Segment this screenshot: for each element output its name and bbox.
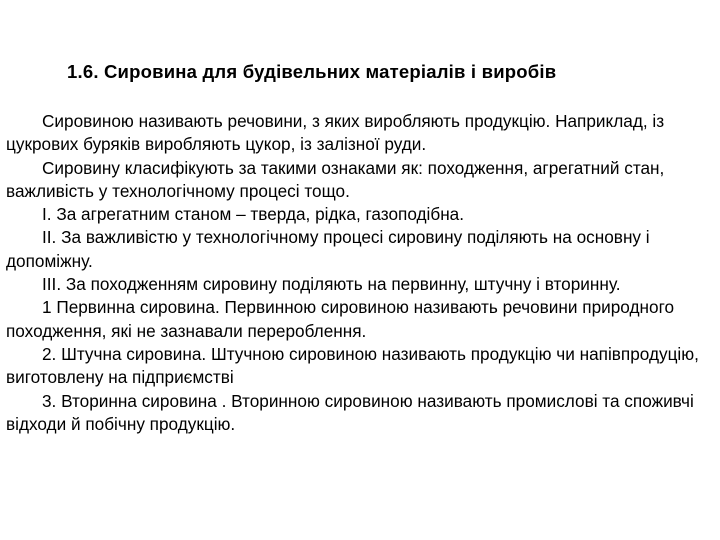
paragraph-artificial-raw: 2. Штучна сировина. Штучною сировиною називають продукцію чи напівпродуцію, виготовлену на підприємстві (6, 343, 699, 388)
slide-title: 1.6. Сировина для будівельних матеріалів і виробів (67, 61, 557, 82)
paragraph-primary-raw: 1 Первинна сировина. Первинною сировиною називають речовини природного походження, які не зазнавали перероблення. (6, 297, 675, 341)
slide-body (6, 110, 718, 436)
paragraph-definition: Сировиною називають речовини, з яких виробляють продукцію. Наприклад, із цукрових буряків виробляють цукор, із залізної руди. (6, 111, 665, 155)
paragraph-secondary-raw: 3. Вторинна сировина . Вторинною сировиною називають промислові та споживчі відходи й побічну продукцію. (6, 390, 694, 434)
paragraph-origin: III. За походженням сировину поділяють на первинну, штучну і вторинну. (42, 274, 621, 295)
paragraph-aggregate-state: I. За агрегатним станом – тверда, рідка, газоподібна. (42, 204, 465, 225)
paragraph-importance: II. За важливістю у технологічному процесі сировину поділяють на основну і допоміжну. (6, 227, 650, 271)
paragraph-classification: Сировину класифікують за такими ознаками як: походження, агрегатний стан, важливість у технологічному процесі тощо. (6, 157, 665, 201)
